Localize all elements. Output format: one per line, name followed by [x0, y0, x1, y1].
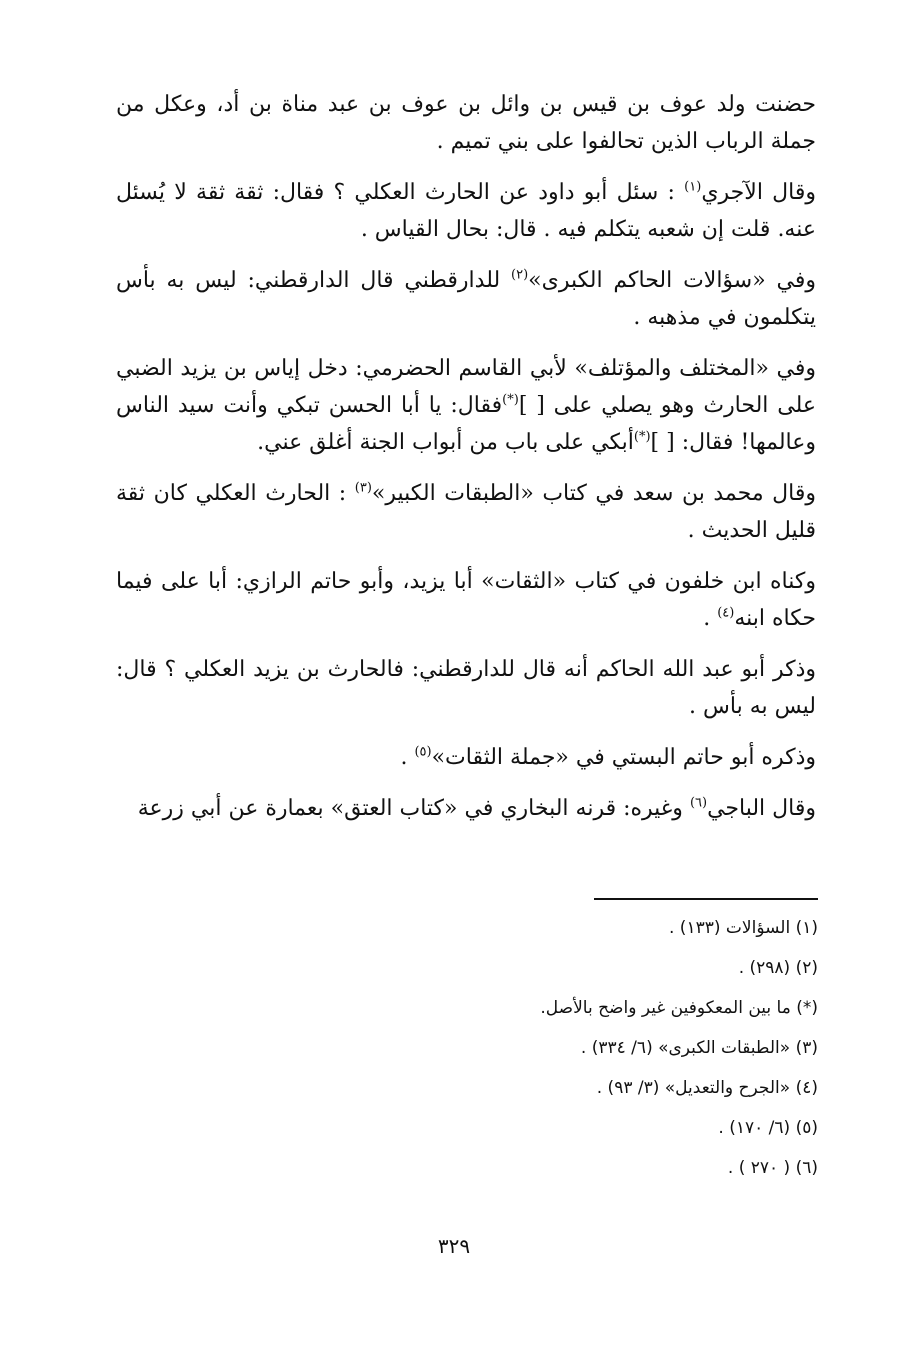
paragraph-3 [116, 262, 816, 336]
paragraph-9 [116, 790, 816, 827]
main-text [116, 86, 816, 841]
paragraph-text: وقال الآجري [701, 180, 816, 205]
footnotes [300, 908, 818, 1188]
paragraph-7 [116, 651, 816, 725]
footnote-ref: (*) [633, 429, 651, 445]
paragraph-2 [116, 174, 816, 248]
footnote-ref: (٣) [354, 480, 372, 496]
footnote-item: (٦) ( ٢٧٠ ) . [727, 1158, 818, 1178]
footnote-divider [594, 898, 818, 900]
paragraph-text: وقال محمد بن سعد في كتاب «الطبقات الكبير» [371, 481, 816, 506]
footnote-ref: (١) [684, 179, 702, 195]
footnote-ref: (٥) [414, 744, 432, 760]
page-number: ٣٢٩ [437, 1234, 471, 1258]
paragraph-8 [116, 739, 816, 776]
footnote-item: (١) السؤالات (١٣٣) . [669, 918, 818, 938]
footnote-ref: (٤) [717, 605, 735, 621]
footnote-ref: (٦) [689, 795, 708, 811]
paragraph-text: أبكي على باب من أبواب الجنة أغلق عني. [257, 430, 634, 455]
paragraph-text: : سئل أبو داود عن الحارث العكلي ؟ فقال: ثقة ثقة لا يُسئل عنه. قلت إن شعبه يتكلم فيه . قال: بحال القياس . [116, 180, 816, 242]
footnote-ref: (*) [502, 392, 519, 408]
paragraph-5 [116, 475, 816, 549]
paragraph-4 [116, 350, 816, 461]
paragraph-text: وكناه ابن خلفون في كتاب «الثقات» أبا يزيد، وأبو حاتم الرازي: أبا على فيما حكاه ابنه [116, 569, 816, 631]
footnote-item: (٤) «الجرح والتعديل» (٣/ ٩٣) . [596, 1078, 818, 1098]
paragraph-text: وقال الباجي [707, 796, 816, 821]
paragraph-1 [116, 86, 816, 160]
paragraph-text: وفي «المختلف والمؤتلف» لأبي القاسم الحضرمي: دخل إياس بن يزيد الضبي على الحارث وهو يصلي على [ ] [116, 356, 816, 418]
footnote-item: (*) ما بين المعكوفين غير واضح بالأصل. [540, 998, 818, 1018]
paragraph-text: وذكره أبو حاتم البستي في «جملة الثقات» [431, 745, 816, 770]
paragraph-6 [116, 563, 816, 637]
footnote-ref: (٢) [511, 267, 529, 283]
paragraph-text: وفي «سؤالات الحاكم الكبرى» [528, 268, 816, 293]
paragraph-text: . [400, 745, 415, 770]
paragraph-text: : الحارث العكلي كان ثقة قليل الحديث . [116, 481, 816, 543]
footnote-item: (٢) (٢٩٨) . [738, 958, 818, 978]
paragraph-text: وغيره: قرنه البخاري في «كتاب العتق» بعمارة عن أبي زرعة [137, 796, 690, 821]
footnote-item: (٥) (٦/ ١٧٠) . [718, 1118, 818, 1138]
paragraph-text: وذكر أبو عبد الله الحاكم أنه قال للدارقطني: فالحارث بن يزيد العكلي ؟ قال: ليس به بأس . [116, 657, 816, 719]
paragraph-text: . [703, 606, 718, 631]
paragraph-text: فقال: يا أبا الحسن تبكي وأنت سيد الناس وعالمها! فقال: [ ] [116, 393, 816, 455]
footnote-item: (٣) «الطبقات الكبرى» (٦/ ٣٣٤) . [580, 1038, 818, 1058]
paragraph-text: حضنت ولد عوف بن قيس بن وائل بن عوف بن عبد مناة بن أد، وعكل من جملة الرباب الذين تحالفوا على بني تميم . [116, 92, 816, 154]
paragraph-text: للدارقطني قال الدارقطني: ليس به بأس يتكلمون في مذهبه . [116, 268, 816, 330]
